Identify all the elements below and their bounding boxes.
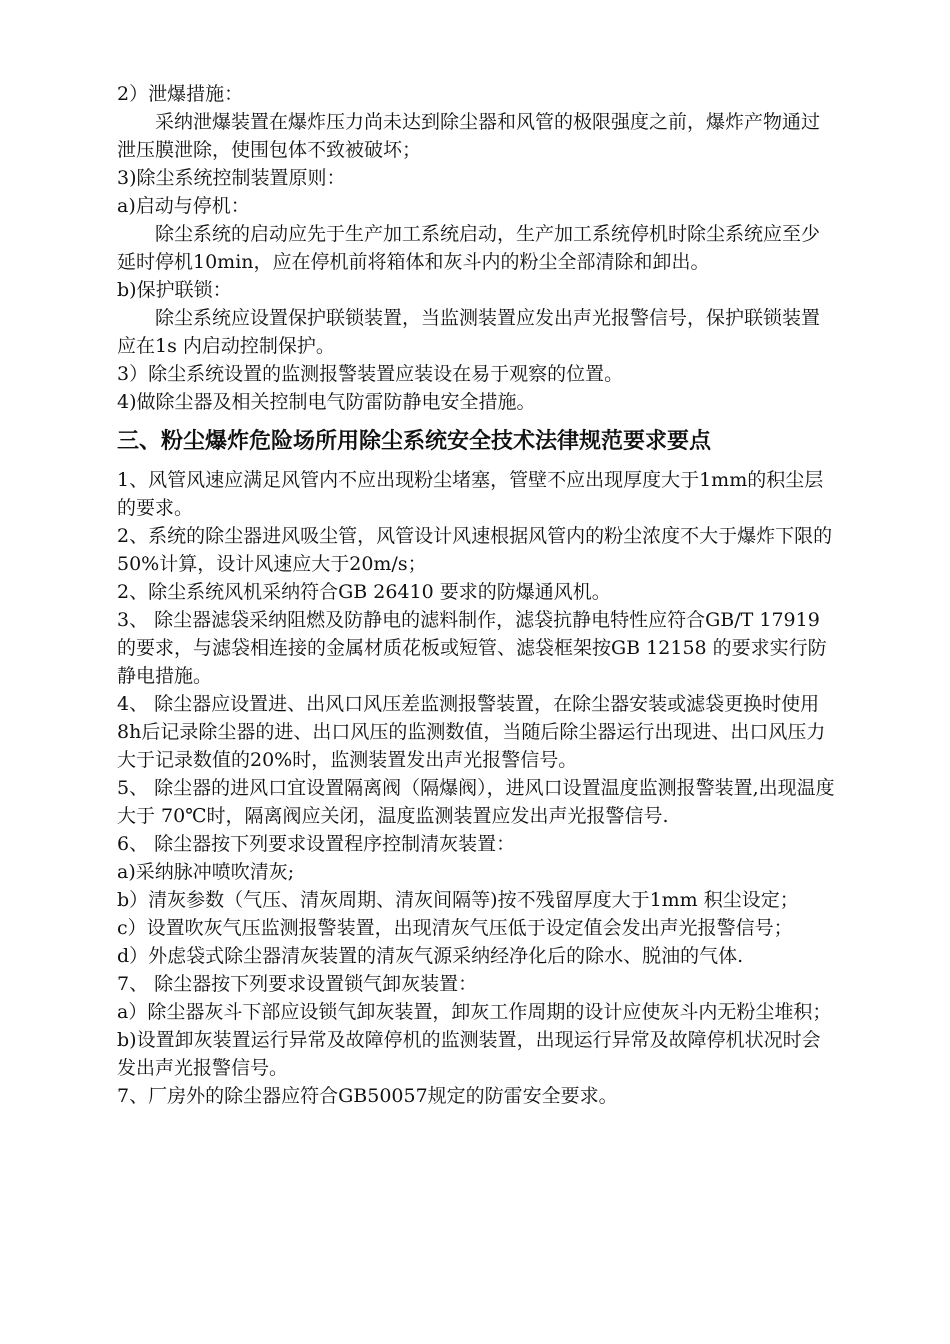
item-interlock-title: b)保护联锁： bbox=[117, 279, 232, 301]
requirement-2a: 2、系统的除尘器进风吸尘管，风管设计风速根据风管内的粉尘浓度不大于爆炸下限的50%计算，设计风速应大于20m/s； bbox=[117, 525, 833, 575]
item-alarm-location: 3）除尘系统设置的监测报警装置应装设在易于观察的位置。 bbox=[117, 363, 624, 385]
item-explosion-venting-title: 2）泄爆措施： bbox=[117, 83, 244, 105]
document-page bbox=[117, 80, 837, 1110]
item-control-principles-title: 3)除尘系统控制装置原则： bbox=[117, 167, 346, 189]
requirement-7a: a）除尘器灰斗下部应设锁气卸灰装置，卸灰工作周期的设计应使灰斗内无粉尘堆积； bbox=[117, 1001, 832, 1023]
interlock-paragraph: 除尘系统应设置保护联锁装置，当监测装置应发出声光报警信号，保护联锁装置应在1s 内启动控制保护。 bbox=[117, 307, 821, 357]
requirement-6a: a)采纳脉冲喷吹清灰; bbox=[117, 861, 295, 883]
requirement-3: 3、 除尘器滤袋采纳阻燃及防静电的滤料制作，滤袋抗静电特性应符合GB/T 17919 的要求，与滤袋相连接的金属材质花板或短管、滤袋框架按GB 12158 的要求实行防静电措施。 bbox=[117, 609, 827, 687]
requirement-4: 4、 除尘器应设置进、出风口风压差监测报警装置，在除尘器安装或滤袋更换时使用8h后记录除尘器的进、出口风压的监测数值，当随后除尘器运行出现进、出口风压力大于记录数值的20%时，监测装置发出声光报警信号。 bbox=[117, 693, 826, 771]
item-start-stop-title: a)启动与停机： bbox=[117, 195, 250, 217]
start-stop-paragraph: 除尘系统的启动应先于生产加工系统启动，生产加工系统停机时除尘系统应至少延时停机10min，应在停机前将箱体和灰斗内的粉尘全部清除和卸出。 bbox=[117, 223, 821, 273]
requirement-6: 6、 除尘器按下列要求设置程序控制清灰装置： bbox=[117, 833, 516, 855]
requirement-2b: 2、除尘系统风机采纳符合GB 26410 要求的防爆通风机。 bbox=[117, 581, 611, 603]
requirement-7: 7、 除尘器按下列要求设置锁气卸灰装置： bbox=[117, 973, 478, 995]
explosion-venting-paragraph: 采纳泄爆装置在爆炸压力尚未达到除尘器和风管的极限强度之前，爆炸产物通过泄压膜泄除，使围包体不致被破坏； bbox=[117, 111, 821, 161]
requirement-7-outdoor: 7、厂房外的除尘器应符合GB50057规定的防雷安全要求。 bbox=[117, 1085, 618, 1107]
requirement-6b: b）清灰参数（气压、清灰周期、清灰间隔等)按不残留厚度大于1mm 积尘设定； bbox=[117, 889, 799, 911]
requirement-7b: b)设置卸灰装置运行异常及故障停机的监测装置，出现运行异常及故障停机状况时会发出声光报警信号。 bbox=[117, 1029, 821, 1079]
requirement-5: 5、 除尘器的进风口宜设置隔离阀（隔爆阀），进风口设置温度监测报警装置,出现温度大于 70℃时，隔离阀应关闭，温度监测装置应发出声光报警信号. bbox=[117, 777, 835, 827]
section-heading: 三、粉尘爆炸危险场所用除尘系统安全技术法律规范要求要点 bbox=[117, 429, 712, 454]
requirement-6c: c）设置吹灰气压监测报警装置，出现清灰气压低于设定值会发出声光报警信号； bbox=[117, 917, 793, 939]
requirement-1: 1、风管风速应满足风管内不应出现粉尘堵塞，管壁不应出现厚度大于1mm的积尘层的要求。 bbox=[117, 469, 824, 519]
item-lightning-static: 4)做除尘器及相关控制电气防雷防静电安全措施。 bbox=[117, 391, 536, 413]
requirement-6d: d）外虑袋式除尘器清灰装置的清灰气源采纳经净化后的除水、脱油的气体. bbox=[117, 945, 744, 967]
